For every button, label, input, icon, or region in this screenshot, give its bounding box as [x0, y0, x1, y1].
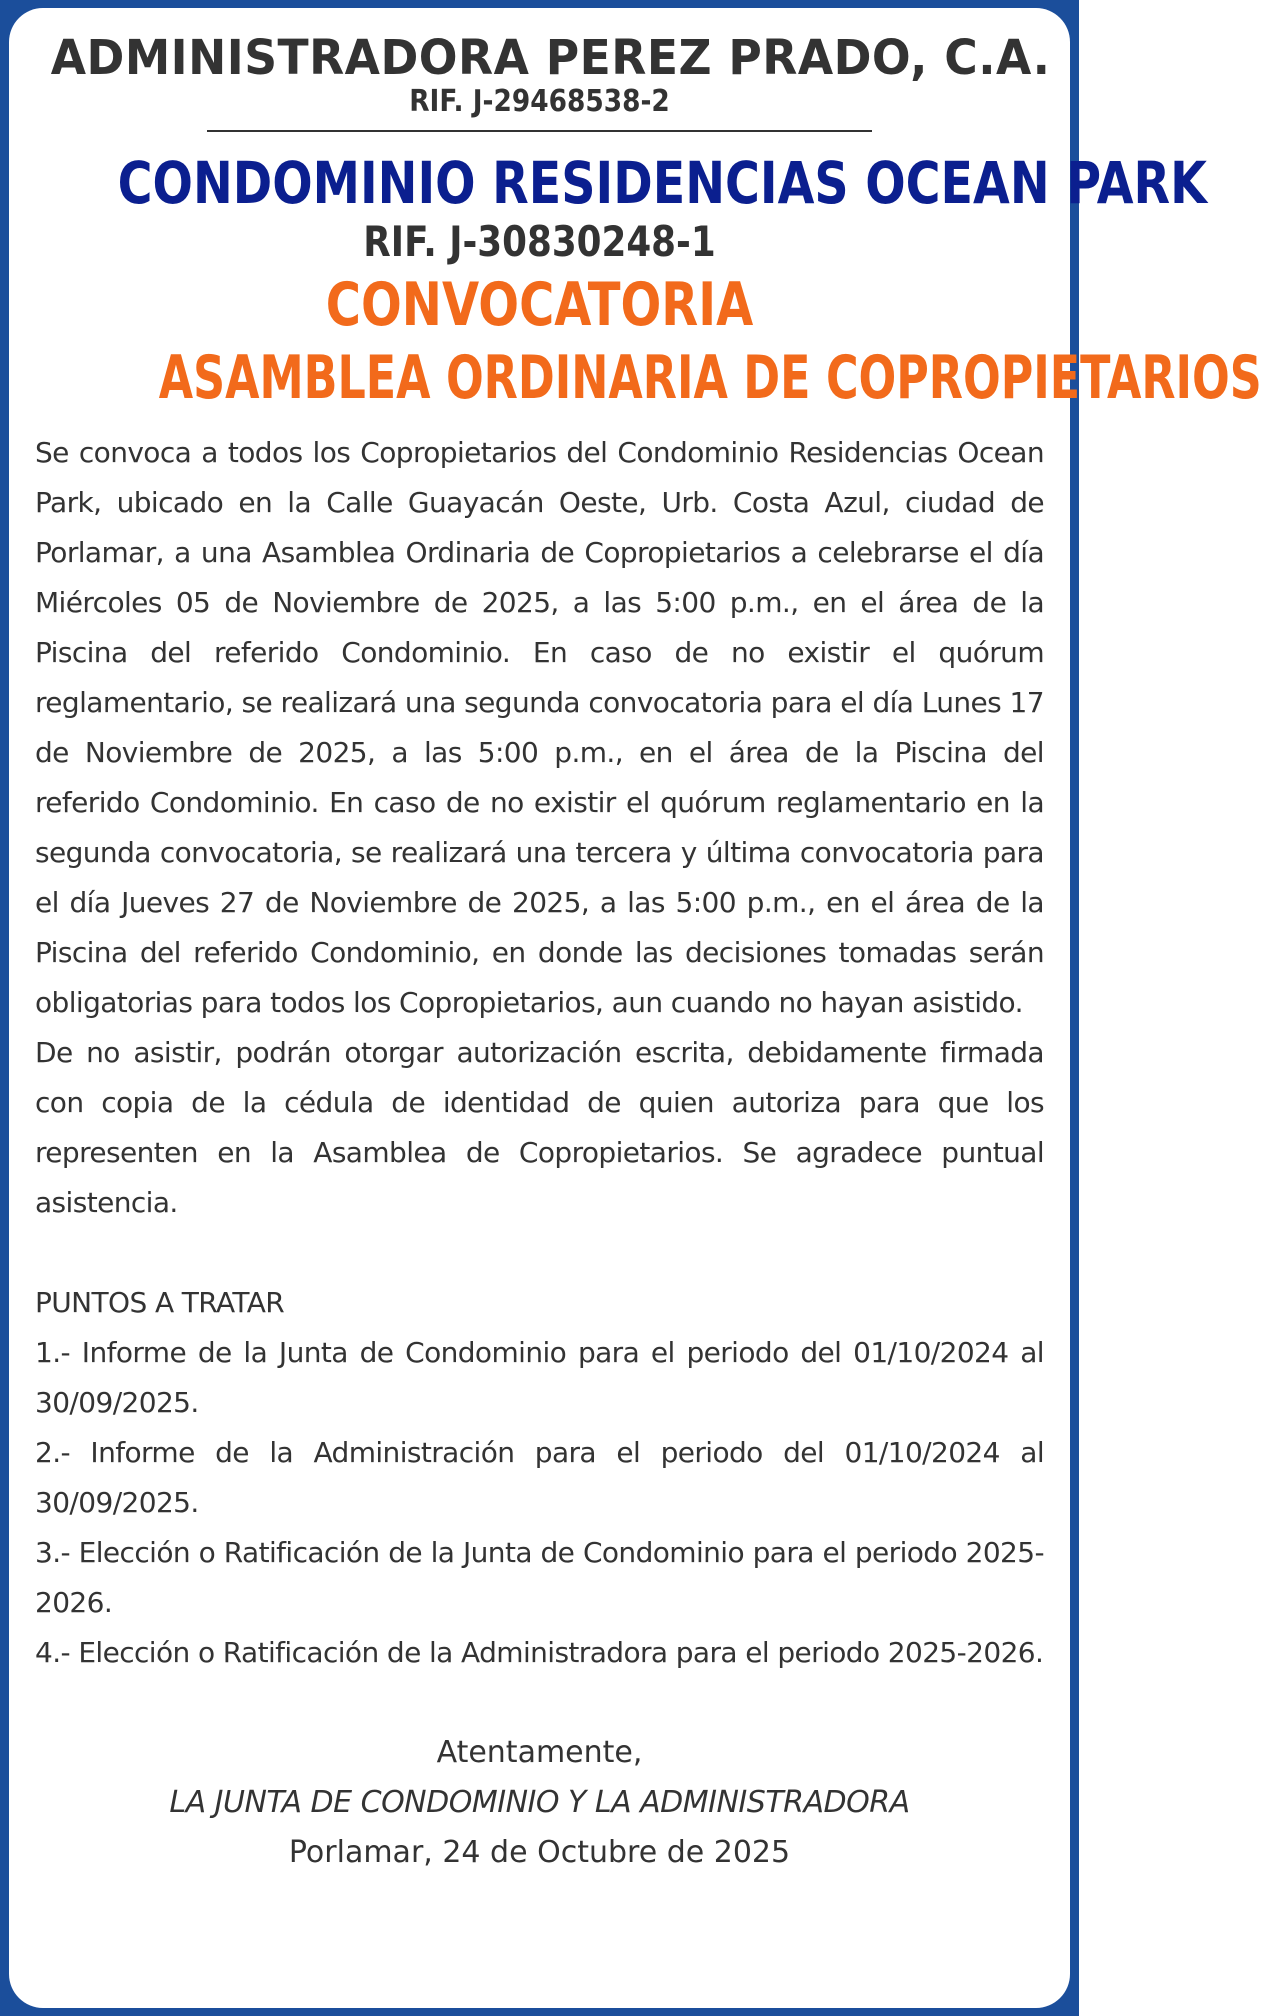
section-spacer [35, 1228, 1044, 1278]
announcement-body [35, 428, 1044, 1678]
header-divider [207, 130, 872, 132]
agenda-item-2: 2.- Informe de la Administración para el periodo del 01/10/2024 al 30/09/2025. [35, 1436, 1044, 1519]
agenda-item-3: 3.- Elección o Ratificación de la Junta de Condominio para el periodo 2025-2026. [35, 1536, 1044, 1619]
agenda-item-1: 1.- Informe de la Junta de Condominio para el periodo del 01/10/2024 al 30/09/2025. [35, 1336, 1044, 1419]
condominium-rif: RIF. J-30830248-1 [363, 217, 716, 266]
header [25, 30, 1262, 416]
announcement-card [9, 8, 1262, 2008]
document-title: CONVOCATORIA [325, 270, 754, 340]
closing-salutation: Atentamente, [436, 1735, 643, 1770]
administrator-rif: RIF. J-29468538-2 [409, 84, 670, 119]
closing-signer: LA JUNTA DE CONDOMINIO Y LA ADMINISTRADORA [169, 1785, 910, 1820]
body-paragraph-2: De no asistir, podrán otorgar autorización escrita, debidamente firmada con copia de la cédula de identidad de quien autoriza para que los representen en la Asamblea de Copropietarios. Se agradece puntual asistencia. [35, 1036, 1044, 1219]
administrator-name: ADMINISTRADORA PEREZ PRADO, C.A. [50, 30, 1051, 86]
agenda-heading: PUNTOS A TRATAR [35, 1286, 285, 1319]
closing-block [25, 1728, 1054, 1878]
document-subtitle: ASAMBLEA ORDINARIA DE COPROPIETARIOS [158, 343, 1262, 413]
agenda-item-4: 4.- Elección o Ratificación de la Administradora para el periodo 2025-2026. [35, 1636, 1044, 1669]
closing-place-date: Porlamar, 24 de Octubre de 2025 [288, 1835, 791, 1870]
body-paragraph-1: Se convoca a todos los Copropietarios del Condominio Residencias Ocean Park, ubicado en la Calle Guayacán Oeste, Urb. Costa Azul, ciudad de Porlamar, a una Asamblea Ordinaria de Copropietarios a celebrarse el día Miércoles 05 de Noviembre de 2025, a las 5:00 p.m., en el área de la Piscina del referido Condominio. En caso de no existir el quórum reglamentario, se realizará una segunda convocatoria para el día Lunes 17 de Noviembre de 2025, a las 5:00 p.m., en el área de la Piscina del referido Condominio. En caso de no existir el quórum reglamentario en la segunda convocatoria, se realizará una tercera y última convocatoria para el día Jueves 27 de Noviembre de 2025, a las 5:00 p.m., en el área de la Piscina del referido Condominio, en donde las decisiones tomadas serán obligatorias para todos los Copropietarios, aun cuando no hayan asistido. [35, 436, 1044, 1019]
condominium-name: CONDOMINIO RESIDENCIAS OCEAN PARK [117, 149, 1207, 217]
